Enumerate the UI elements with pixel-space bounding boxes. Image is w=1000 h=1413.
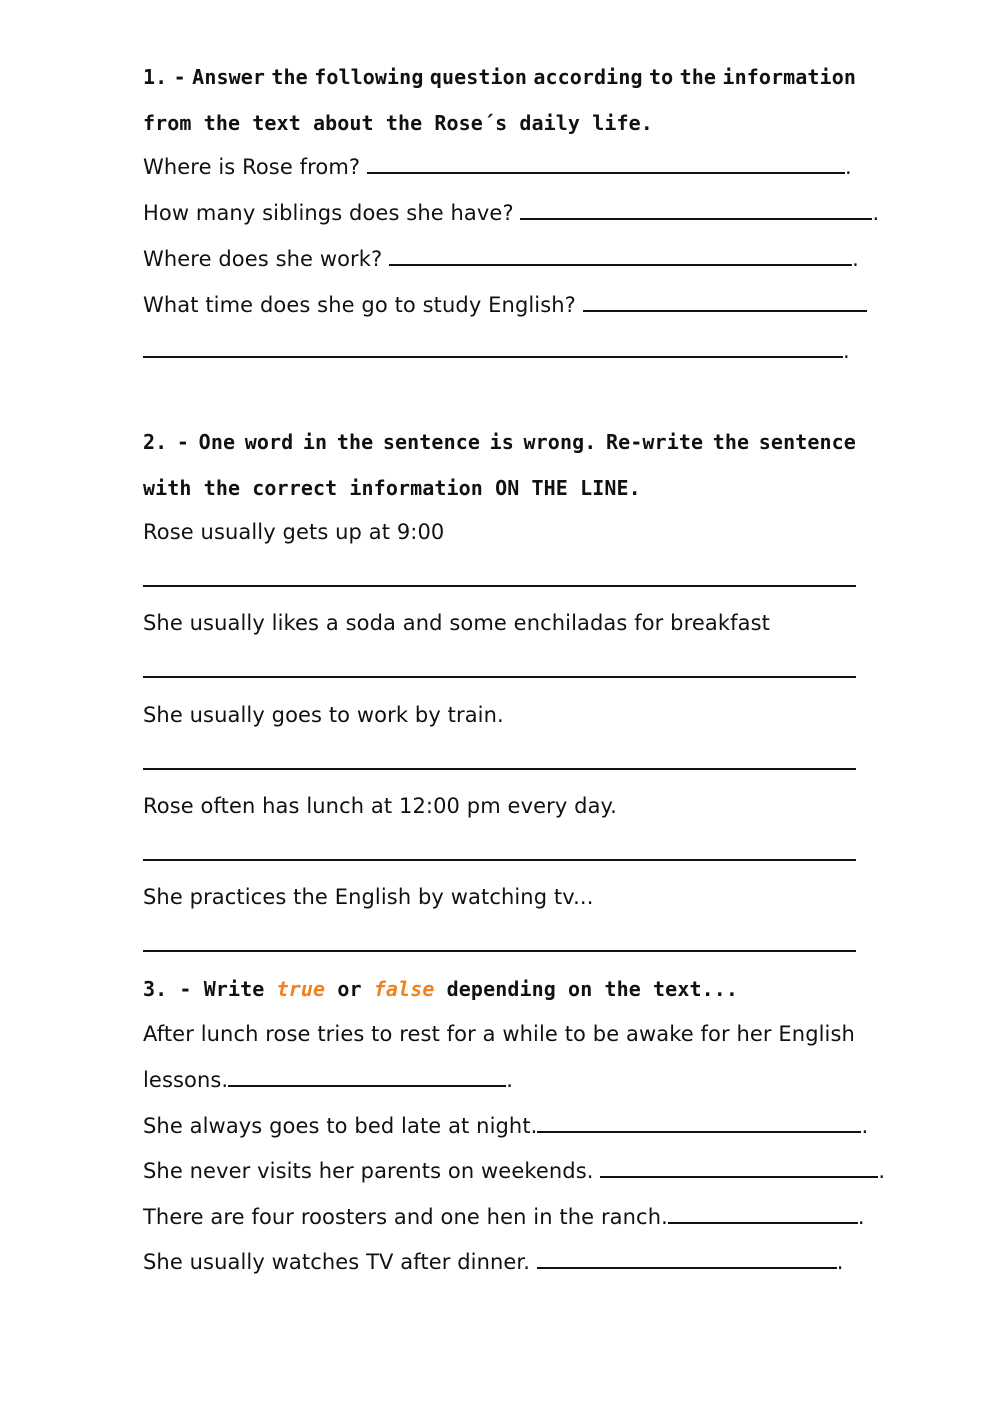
heading-word: Answer [192,65,266,89]
question-4-continuation [143,336,850,366]
heading-word: wrong. [523,430,597,454]
section1-heading-line2: from the text about the Rose´s daily life. [143,111,653,135]
answer-blank[interactable] [600,1156,878,1178]
sentence-5: She practices the English by watching tv... [143,885,594,909]
statement-2 [143,1111,868,1141]
answer-blank[interactable] [583,290,867,312]
answer-line[interactable] [143,768,856,770]
heading-word: according [533,65,643,89]
period: . [872,201,880,225]
question-1 [143,152,852,182]
period: . [844,155,852,179]
answer-blank[interactable] [537,1111,861,1133]
answer-blank[interactable] [367,152,845,174]
heading-word: question [429,65,527,89]
heading-word: is [489,430,514,454]
heading-word: following [314,65,424,89]
true-word: true [276,977,326,1001]
section1-heading-line1 [143,62,856,92]
statement-1: After lunch rose tries to rest for a while to be awake for her English [143,1022,855,1046]
period: . [861,1114,869,1138]
heading-word: the [336,430,374,454]
question-text: What time does she go to study English? [143,293,576,317]
heading-word: - [173,65,186,89]
period: . [843,339,850,363]
question-text: How many siblings does she have? [143,201,514,225]
heading-word: to [648,65,674,89]
heading-word: word [244,430,294,454]
answer-line[interactable] [143,859,856,861]
question-2 [143,198,879,228]
statement-text: She always goes to bed late at night. [143,1114,538,1138]
section2-heading-line1 [143,427,856,457]
answer-blank[interactable] [668,1202,858,1224]
period: . [506,1068,513,1092]
heading-prefix: 3. - Write [143,977,265,1001]
or-word: or [337,977,362,1001]
sentence-4: Rose often has lunch at 12:00 pm every day. [143,794,617,818]
sentence-1: Rose usually gets up at 9:00 [143,520,445,544]
statement-3 [143,1156,885,1186]
statement-text: She usually watches TV after dinner. [143,1250,531,1274]
period: . [878,1159,886,1183]
period: . [857,1205,865,1229]
statement-text: There are four roosters and one hen in the ranch. [143,1205,668,1229]
heading-word: sentence [382,430,480,454]
section2-heading-line2: with the correct information ON THE LINE. [143,476,641,500]
answer-line[interactable] [143,950,856,952]
sentence-2: She usually likes a soda and some enchiladas for breakfast [143,611,770,635]
heading-word: information [722,65,856,89]
sentence-3: She usually goes to work by train. [143,703,504,727]
heading-word: 1. [143,65,168,89]
false-word: false [373,977,435,1001]
question-4 [143,290,867,320]
question-text: Where is Rose from? [143,155,361,179]
heading-word: Re-write [605,430,704,454]
heading-word: the [271,65,308,89]
statement-4 [143,1202,865,1232]
answer-line[interactable] [143,585,856,587]
question-3 [143,244,859,274]
period: . [852,247,859,271]
answer-blank[interactable] [520,198,872,220]
period: . [836,1250,844,1274]
answer-blank[interactable] [537,1247,837,1269]
answer-blank[interactable] [389,244,852,266]
statement-text: She never visits her parents on weekends. [143,1159,594,1183]
section3-heading [143,974,738,1004]
statement-1-continuation [143,1065,513,1095]
heading-word: One [198,430,236,454]
heading-word: 2. [143,430,168,454]
heading-word: - [176,430,190,454]
heading-word: in [302,430,328,454]
statement-5 [143,1247,844,1277]
heading-word: the [679,65,717,89]
answer-line[interactable] [143,676,856,678]
statement-text: lessons. [143,1068,229,1092]
answer-blank[interactable] [228,1065,506,1087]
heading-word: sentence [758,430,856,454]
heading-word: the [712,430,750,454]
answer-blank[interactable] [143,336,843,358]
heading-suffix: depending on the text... [446,977,739,1001]
question-text: Where does she work? [143,247,383,271]
